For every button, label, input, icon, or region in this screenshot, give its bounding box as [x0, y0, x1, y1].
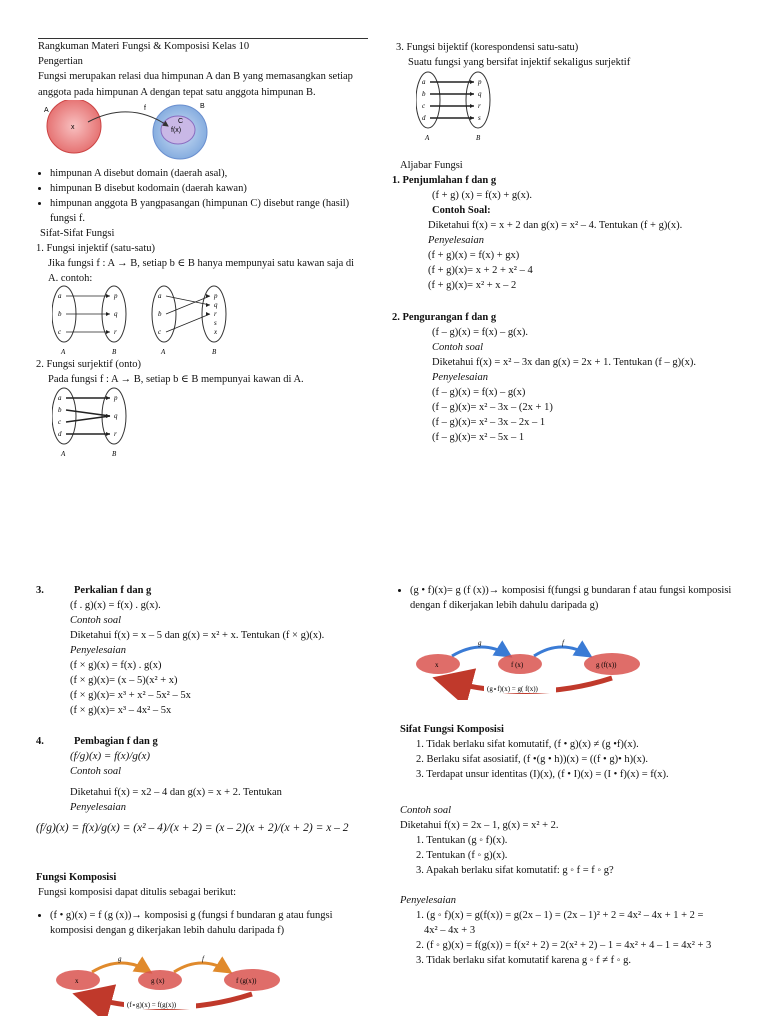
- perkalian-title: Perkalian f dan g: [74, 585, 152, 596]
- surjektif-title: 2. Fungsi surjektif (onto): [36, 359, 141, 370]
- perk-line: (f × g)(x)= (x – 5)(x² + x): [70, 675, 178, 686]
- penj-line: (f + g)(x) = f(x) + gx): [428, 250, 520, 261]
- contoh-item: 1. Tentukan (g ◦ f)(x).: [416, 835, 508, 846]
- mapping-arrowhead: [106, 294, 110, 298]
- peng-line: Diketahui f(x) = x² – 3x dan g(x) = 2x + 1. Tentukan (f – g)(x).: [432, 357, 697, 368]
- sifat-item: 2. Berlaku sifat asosiatif, (f •(g • h))(x) = ((f • g)• h)(x).: [416, 754, 649, 765]
- contoh-block: [400, 803, 740, 878]
- sifat-komposisi-title: Sifat Fungsi Komposisi: [400, 724, 504, 735]
- mapping-arrowhead: [206, 294, 210, 298]
- bijective-diagram: [416, 70, 506, 142]
- peny-item: 2. (f ◦ g)(x) = f(g(x)) = f(x² + 2) = 2(x² + 2) – 1 = 4x² + 4 – 1 = 4x² + 3: [416, 940, 712, 951]
- penj-line: Contoh Soal:: [432, 205, 491, 216]
- perk-line: Contoh soal: [70, 615, 122, 626]
- codomain-label: q: [478, 90, 482, 98]
- peny-item: 3. Tidak berlaku sifat komutatif karena g ◦ f ≠ f ◦ g.: [416, 955, 631, 966]
- mapping-diagram: [52, 388, 126, 458]
- peng-line: (f – g)(x)= x² – 5x – 1: [432, 432, 525, 443]
- domain-label: b: [58, 406, 62, 414]
- perk-line: (f . g)(x) = f(x) . g(x).: [70, 600, 161, 611]
- peng-line: (f – g)(x)= x² – 3x – (2x + 1): [432, 402, 553, 413]
- penj-line: (f + g)(x)= x² + x – 2: [428, 280, 517, 291]
- mapping-line: [66, 416, 110, 422]
- composition-fg-figure: [52, 950, 302, 1016]
- domain-label: a: [422, 78, 426, 86]
- domain-name: A: [61, 348, 66, 356]
- pembagian-result: (f/g)(x) = f(x)/g(x) = (x² – 4)/(x + 2) = (x – 2)(x + 2)/(x + 2) = x – 2: [36, 822, 349, 834]
- injective-diagrams: [52, 284, 242, 356]
- mapping-diagram: [52, 286, 126, 356]
- domain-label: b: [158, 310, 162, 318]
- codomain-label: r: [114, 328, 117, 336]
- label-x: x: [435, 661, 439, 669]
- perkalian-block: [36, 583, 376, 718]
- label-fx: f (x): [511, 661, 524, 669]
- right-top-column: [396, 40, 736, 70]
- komposisi-text: Fungsi komposisi dapat ditulis sebagai berikut:: [38, 887, 237, 898]
- penj-line: (f + g) (x) = f(x) + g(x).: [432, 190, 532, 201]
- surjektif-block: [36, 357, 366, 387]
- label-x: x: [71, 124, 75, 131]
- label-gx: g (x): [151, 977, 165, 985]
- peng-line: (f – g)(x) = f(x) – g(x).: [432, 327, 529, 338]
- komposisi-fg-bullet: • (f • g)(x) = f (g (x))→ komposisi g (fungsi f bundaran g atau fungsi komposisi dengan g dikerjakan lebih dahulu daripada f): [50, 908, 376, 938]
- codomain-label: q: [214, 301, 218, 309]
- codomain-name: B: [476, 134, 481, 142]
- pengurangan-title: 2. Pengurangan f dan g: [392, 312, 497, 323]
- penyelesaian-block: [400, 893, 745, 968]
- domain-label: c: [58, 418, 62, 426]
- peng-line: (f – g)(x) = f(x) – g(x): [432, 387, 526, 398]
- perk-line: (f × g)(x)= x³ + x² – 5x² – 5x: [70, 690, 191, 701]
- label-c: C: [178, 118, 184, 125]
- domain-ellipse: [152, 286, 176, 342]
- codomain-label: x: [214, 328, 218, 336]
- domain-label: b: [58, 310, 62, 318]
- domain-label: c: [158, 328, 162, 336]
- mapping-line: [166, 314, 210, 332]
- caption: (g∘f)(x) = g( f(x)): [487, 685, 538, 693]
- sifat-komposisi-block: [400, 722, 740, 782]
- mapping-line: [166, 296, 210, 314]
- bullet-range: • himpunan anggota B yangpasangan (himpunan C) disebut range (hasil) fungsi f.: [50, 196, 366, 226]
- codomain-label: p: [114, 292, 118, 300]
- mapping-arrowhead: [470, 116, 474, 120]
- contoh-item: 3. Apakah berlaku sifat komutatif: g ◦ f = f ◦ g?: [416, 865, 614, 876]
- mapping-diagram: [152, 286, 226, 356]
- label-g: g: [118, 955, 122, 963]
- codomain-name: B: [112, 450, 117, 458]
- set-bullets: [36, 166, 366, 226]
- peng-line: Penyelesaian: [432, 372, 488, 383]
- left-top-column: [38, 39, 368, 101]
- mapping-arrowhead: [206, 312, 210, 316]
- domain-ellipse: [416, 72, 440, 128]
- label-a: A: [44, 107, 49, 114]
- arrow-g: [534, 647, 590, 656]
- mapping-arrowhead: [470, 92, 474, 96]
- domain-label: d: [422, 114, 426, 122]
- label-f: f: [202, 955, 204, 963]
- domain-ellipse: [52, 388, 76, 444]
- peny-item: 4x² – 4x + 3: [424, 925, 476, 936]
- domain-label: c: [58, 328, 62, 336]
- domain-label: d: [58, 430, 62, 438]
- mapping-diagram: [416, 72, 490, 142]
- codomain-label: q: [114, 412, 118, 420]
- definition-text: Fungsi merupakan relasi dua himpunan A dan B yang memasangkan setiap anggota pada himpunan A dengan tepat satu anggota himpunan B.: [38, 71, 353, 98]
- label-fx: f(x): [171, 127, 182, 134]
- mapping-arrowhead: [106, 432, 110, 436]
- function-figure: [40, 100, 220, 162]
- perkalian-num: 3.: [36, 585, 44, 596]
- label-f: g: [478, 639, 482, 647]
- perk-line: Diketahui f(x) = x – 5 dan g(x) = x² + x. Tentukan (f × g)(x).: [70, 630, 325, 641]
- codomain-label: s: [478, 114, 481, 122]
- bullet-domain: • himpunan A disebut domain (daerah asal),: [50, 166, 366, 181]
- sifat-item: 1. Tidak berlaku sifat komutatif, (f • g)(x) ≠ (g •f)(x).: [416, 739, 639, 750]
- codomain-label: p: [478, 78, 482, 86]
- aljabar-title: Aljabar Fungsi: [400, 160, 463, 171]
- codomain-name: B: [212, 348, 217, 356]
- perk-line: (f × g)(x) = f(x) . g(x): [70, 660, 162, 671]
- domain-label: a: [158, 292, 162, 300]
- injektif-title: 1. Fungsi injektif (satu-satu): [36, 243, 155, 254]
- codomain-label: p: [214, 292, 218, 300]
- arrow-f: [174, 963, 230, 972]
- peng-line: Contoh soal: [432, 342, 484, 353]
- domain-label: a: [58, 394, 62, 402]
- contoh-title: Contoh soal: [400, 805, 452, 816]
- injektif-text: Jika fungsi f : A → B, setiap b ∈ B hanya mempunyai satu kawan saja di A. contoh:: [48, 258, 355, 284]
- domain-name: A: [161, 348, 166, 356]
- sifat-item: 3. Terdapat unsur identitas (I)(x), (f • I)(x) = (I • f)(x) = f(x).: [416, 769, 669, 780]
- mapping-arrowhead: [470, 104, 474, 108]
- bijektif-title: 3. Fungsi bijektif (korespondensi satu-satu): [396, 42, 579, 53]
- mapping-arrowhead: [106, 312, 110, 316]
- aljabar-block: [392, 158, 742, 293]
- sifat-title: Sifat-Sifat Fungsi: [40, 228, 115, 239]
- codomain-label: r: [478, 102, 481, 110]
- label-f: f: [144, 105, 146, 112]
- pengurangan-block: [392, 310, 742, 445]
- mapping-arrowhead: [206, 303, 210, 307]
- mapping-arrowhead: [106, 330, 110, 334]
- penjumlahan-title: 1. Penjumlahan f dan g: [392, 175, 497, 186]
- pembagian-soal: Diketahui f(x) = x2 – 4 dan g(x) = x + 2. Tentukan: [70, 787, 282, 798]
- perk-line: (f × g)(x)= x³ – 4x² – 5x: [70, 705, 172, 716]
- komposisi-gf-block: [396, 583, 736, 613]
- section-pengertian: Pengertian: [38, 56, 83, 67]
- composition-gf-figure: [412, 634, 662, 700]
- pembagian-peny: Penyelesaian: [70, 802, 126, 813]
- peng-line: (f – g)(x)= x² – 3x – 2x – 1: [432, 417, 546, 428]
- mapping-arrowhead: [470, 80, 474, 84]
- label-fgx: f (g(x)): [236, 977, 257, 985]
- domain-label: c: [422, 102, 426, 110]
- codomain-label: r: [214, 310, 217, 318]
- komposisi-block: [36, 870, 376, 938]
- domain-name: A: [425, 134, 430, 142]
- perk-line: Penyelesaian: [70, 645, 126, 656]
- peny-title: Penyelesaian: [400, 895, 456, 906]
- pembagian-formula: (f/g)(x) = f(x)/g(x): [70, 750, 151, 762]
- codomain-name: B: [112, 348, 117, 356]
- penj-line: (f + g)(x)= x + 2 + x² – 4: [428, 265, 533, 276]
- komposisi-gf-bullet: • (g • f)(x)= g (f (x))→ komposisi f(fungsi g bundaran f atau fungsi komposisi dengan f dikerjakan lebih dahulu daripada g): [410, 583, 736, 613]
- contoh-given: Diketahui f(x) = 2x – 1, g(x) = x² + 2.: [400, 820, 559, 831]
- caption: (f∘g)(x) = f(g(x)): [127, 1001, 177, 1009]
- surjective-diagram: [52, 386, 142, 458]
- penj-line: Penyelesaian: [428, 235, 484, 246]
- label-g: f: [562, 639, 564, 647]
- mapping-arrowhead: [106, 414, 110, 418]
- surjektif-text: Pada fungsi f : A → B, setiap b ∈ B mempunyai kawan di A.: [48, 374, 304, 385]
- top-rule: [38, 38, 368, 39]
- label-b: B: [200, 103, 205, 110]
- label-gfx: g (f(x)): [596, 661, 617, 669]
- codomain-label: q: [114, 310, 118, 318]
- bijektif-text: Suatu fungsi yang bersifat injektif sekaligus surjektif: [408, 57, 631, 68]
- bullet-kodomain: • himpunan B disebut kodomain (daerah kawan): [50, 181, 366, 196]
- arrow-f: [452, 647, 510, 656]
- codomain-label: p: [114, 394, 118, 402]
- pembagian-contoh: Contoh soal: [70, 766, 122, 777]
- contoh-item: 2. Tentukan (f ◦ g)(x).: [416, 850, 508, 861]
- domain-label: a: [58, 292, 62, 300]
- label-x: x: [75, 977, 79, 985]
- arrow-g: [92, 963, 150, 972]
- doc-title: Rangkuman Materi Fungsi & Komposisi Kelas 10: [38, 41, 250, 52]
- codomain-label: s: [214, 319, 217, 327]
- domain-name: A: [61, 450, 66, 458]
- komposisi-title: Fungsi Komposisi: [36, 872, 117, 883]
- pembagian-block: [36, 734, 376, 836]
- pembagian-title: Pembagian f dan g: [74, 736, 158, 747]
- peny-item: 1. (g ◦ f)(x) = g(f(x)) = g(2x – 1) = (2x – 1)² + 2 = 4x² – 4x + 1 + 2 =: [416, 910, 704, 921]
- left-top-list: [36, 166, 366, 286]
- domain-label: b: [422, 90, 426, 98]
- mapping-line: [66, 410, 110, 416]
- penj-line: Diketahui f(x) = x + 2 dan g(x) = x² – 4. Tentukan (f + g)(x).: [428, 220, 683, 231]
- mapping-arrowhead: [106, 396, 110, 400]
- codomain-label: r: [114, 430, 117, 438]
- pembagian-num: 4.: [36, 736, 44, 747]
